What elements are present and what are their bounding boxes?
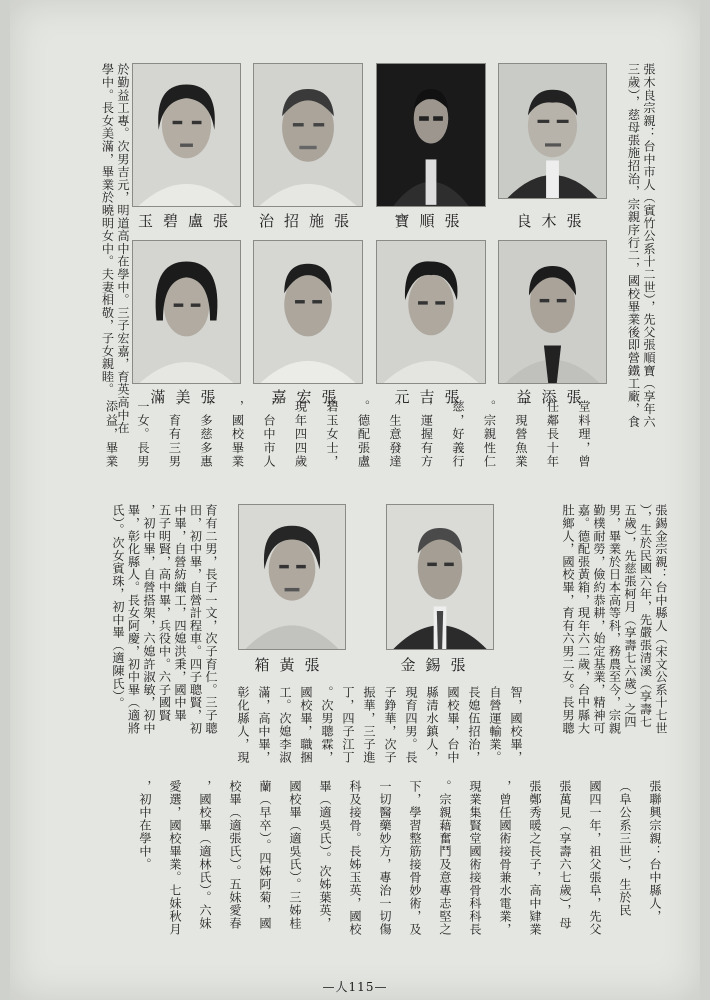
text-block-middle-right: [556, 504, 668, 774]
text-line: 學中。長女美滿，畢業於曉明女中。夫妻相敬，子女親睦。: [100, 63, 115, 396]
text-line: 一切醫藥妙方，專治一切傷: [378, 780, 392, 936]
portrait-caption: 元吉張: [394, 388, 470, 406]
text-line: （阜公系三世），生於民: [618, 780, 632, 917]
text-line: 三歲），慈母張施招治，宗親序行二，國校畢業後即營鐵工廠，食: [626, 63, 641, 429]
text-line: 長媳伍招治，: [467, 686, 481, 764]
text-line: 振華，三子進: [362, 686, 376, 764]
text-line: ），生於民國六年，先嚴張清溪（享壽七: [638, 504, 653, 729]
text-line: 張木良宗親：台中市人（賓竹公系十二世），先父張順寶（享年六: [642, 63, 656, 429]
text-line: 智，國校畢，: [509, 686, 523, 764]
text-line: 嘉。德配張黃箱，現年六二歲，台中縣大: [576, 504, 591, 735]
text-block-top-right: [604, 63, 656, 503]
text-line: ，育有三男: [167, 400, 182, 469]
text-block-bottom-right: [130, 780, 670, 970]
text-line: 自營運輸業。: [488, 686, 502, 764]
portrait-photo: [132, 63, 241, 207]
text-line: 張萬見（享壽六七歲），母: [558, 780, 572, 930]
text-line: 下，學習整筋接骨妙術，及: [408, 780, 422, 936]
portrait-caption: 箱黃張: [254, 656, 330, 674]
text-line: 勤樸耐勞，儉約恭耕，始定基業，精神可: [592, 504, 606, 735]
page-number: —人115—: [322, 980, 388, 994]
text-line: 育有二男，長子一文，次子育仁。三子聰: [204, 504, 218, 735]
text-line: 添益，畢業: [104, 400, 119, 469]
portrait-photo: [253, 240, 363, 384]
text-line: 男，畢業於日本高等科，務農至今，宗親: [607, 504, 622, 735]
text-line: 國校畢（適吳氏）。三姊桂: [288, 780, 302, 930]
portrait-caption: 益添張: [516, 388, 592, 406]
text-line: 慈，好義行: [451, 400, 465, 469]
text-line: 任鄰長十年: [545, 400, 560, 469]
text-line: ，多慈多惠: [199, 400, 213, 469]
text-line: 氏）。次女賓珠，初中畢（適陳氏）。: [111, 504, 125, 710]
text-block-top-left: [78, 63, 130, 463]
text-line: 現業集賢堂國術接骨科科長: [468, 780, 482, 936]
text-line: 子錚華，次子: [383, 686, 397, 764]
text-line: 於勤益工專。次男吉元，明道高中在學中。三子宏嘉，育英高中在: [116, 63, 130, 435]
portrait-photo: [132, 240, 241, 384]
text-line: 張鄭秀暖之長子，高中肄業: [528, 780, 542, 936]
portrait-caption: 金錫張: [400, 656, 476, 674]
text-line: 畢（適吳氏）。次姊葉英，: [318, 780, 332, 930]
text-line: 畢，彰化縣人。長女阿慶，初中畢（適將: [126, 504, 141, 735]
text-line: ，運握有方: [419, 400, 434, 469]
text-line: ，初中在學中。: [138, 780, 152, 871]
portrait-photo: [376, 240, 486, 384]
text-line: 。德配張盧: [356, 400, 371, 469]
text-line: 滿，高中畢，: [257, 686, 271, 764]
text-line: 堂料理，曾: [577, 400, 591, 469]
text-line: ，台中市人: [262, 400, 276, 469]
text-block-top-middle: [89, 400, 599, 494]
text-line: 張錫金宗親：台中縣人（宋文公系十七世: [654, 504, 668, 735]
portrait-caption: 玉碧盧張: [137, 212, 238, 230]
portrait-photo: [498, 240, 607, 384]
portrait-caption: 治招施張: [258, 212, 359, 230]
text-block-middle-left: [90, 504, 218, 774]
text-line: 一女。長男: [136, 400, 150, 469]
text-line: 現年四四歲: [293, 400, 308, 469]
text-line: 現育四男。長: [404, 686, 418, 764]
text-line: 。宗親藉奮鬥及意專志堅之: [438, 780, 452, 936]
text-line: 張聯興宗親：台中縣人，: [648, 780, 662, 923]
text-line: 愛選，國校畢業。七妹秋月: [168, 780, 182, 936]
text-line: ，初中畢，自營搭架，六媳許淑敏，初中: [142, 504, 156, 735]
text-line: 校畢（適張氏）。五妹愛春: [228, 780, 242, 930]
text-line: ，現營魚業: [514, 400, 528, 469]
text-line: 中畢，自營紡織工，四媳洪秉，國中畢: [173, 504, 187, 722]
text-line: 肚鄉人，國校畢，育有六男二女。長男聰: [561, 504, 575, 735]
text-line: ，曾任國術接骨兼水電業，: [498, 780, 512, 936]
text-line: 蘭（早卒）。四姊阿菊，國: [258, 780, 272, 930]
text-line: 工。次媳李淑: [278, 686, 292, 764]
text-line: 五子明賢，高中畢，兵役中。六子國賢: [157, 504, 172, 722]
portrait-photo: [498, 63, 607, 199]
text-line: 丁，四子江丁: [341, 686, 355, 764]
text-line: ，生意發達: [388, 400, 402, 469]
text-line: 國校畢，職捆: [299, 686, 313, 764]
text-line: ，國校畢（適林氏）。六妹: [198, 780, 212, 930]
text-line: 。宗親性仁: [482, 400, 497, 469]
text-line: 科及接骨。長姊玉英，國校: [348, 780, 362, 936]
portrait-caption: 良木張: [516, 212, 592, 230]
portrait-caption: 滿美張: [150, 388, 226, 406]
text-line: 國校畢，台中: [446, 686, 460, 764]
portrait-caption: 寶順張: [394, 212, 470, 230]
portrait-photo: [238, 504, 346, 650]
text-block-bottom-middle: [230, 686, 526, 776]
portrait-photo: [376, 63, 486, 207]
text-line: 彰化縣人，現: [236, 686, 250, 764]
portrait-photo: [386, 504, 494, 650]
text-line: 縣清水鎮人，: [425, 686, 439, 764]
portrait-caption: 嘉宏張: [271, 388, 347, 406]
text-line: 田，初中畢，自營計程車。四子聰賢，初: [188, 504, 203, 735]
text-line: ，國校畢業: [230, 400, 245, 469]
text-line: 。次男聰霖，: [320, 686, 334, 764]
text-line: 碧玉女士，: [325, 400, 339, 469]
text-line: 五歲），先慈張柯月（享壽七六歲）之四: [623, 504, 637, 729]
portrait-photo: [253, 63, 363, 207]
text-line: 國四一年，祖父張阜，先父: [588, 780, 602, 936]
